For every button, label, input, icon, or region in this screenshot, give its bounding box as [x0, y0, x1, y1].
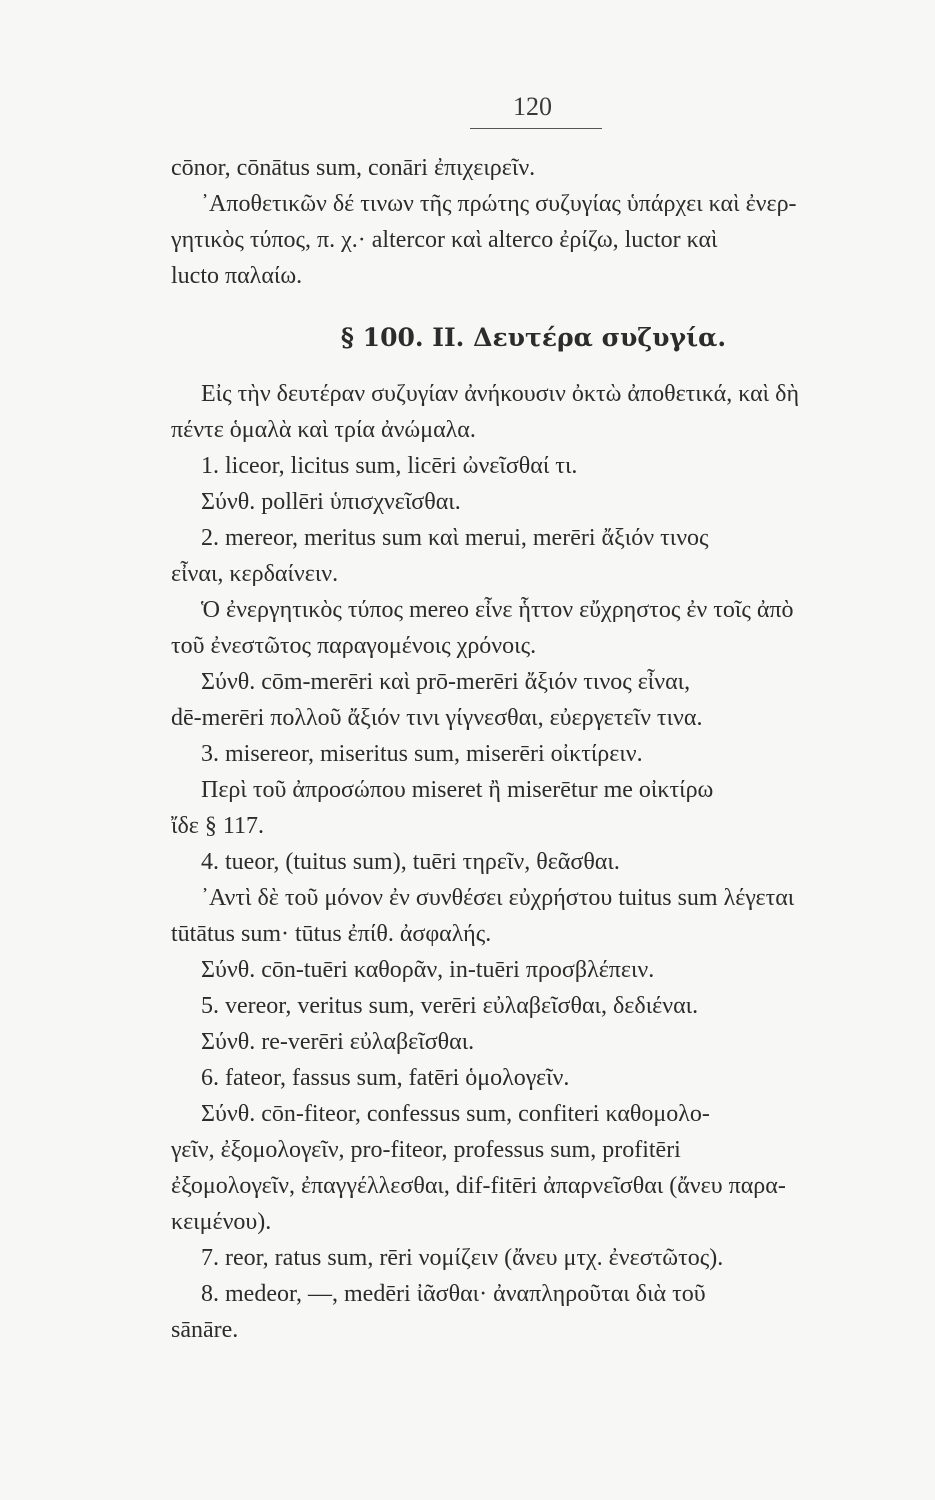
text-line: Σύνθ. re-verēri εὐλαβεῖσθαι.: [201, 1029, 475, 1055]
text-line: γητικὸς τύπος, π. χ.· altercor καὶ alterco ἐρίζω, luctor καὶ: [171, 227, 718, 253]
section-heading: § 100. II. Δευτέρα συζυγία.: [340, 323, 727, 352]
text-line: 1. liceor, licitus sum, licēri ὠνεῖσθαί τι.: [201, 453, 578, 479]
text-line: ᾿Αποθετικῶν δέ τινων τῆς πρώτης συζυγίας ὑπάρχει καὶ ἐνερ-: [201, 191, 797, 217]
text-line: sānāre.: [171, 1317, 239, 1343]
text-line: lucto παλαίω.: [171, 263, 303, 289]
body-text: [171, 150, 896, 1348]
page-number: 120: [513, 92, 552, 121]
text-line: Ὁ ἐνεργητικὸς τύπος mereo εἶνε ἧττον εὔχρηστος ἐν τοῖς ἀπὸ: [201, 597, 794, 623]
text-line: 6. fateor, fassus sum, fatēri ὁμολογεῖν.: [201, 1065, 570, 1091]
text-line: τοῦ ἐνεστῶτος παραγομένοις χρόνοις.: [171, 633, 537, 659]
text-line: Σύνθ. pollēri ὑπισχνεῖσθαι.: [201, 489, 461, 515]
text-line: tūtātus sum· tūtus ἐπίθ. ἀσφαλής.: [171, 921, 492, 947]
text-line: 7. reor, ratus sum, rēri νομίζειν (ἄνευ μτχ. ἐνεστῶτος).: [201, 1245, 724, 1271]
text-line: ἐξομολογεῖν, ἐπαγγέλλεσθαι, dif-fitēri ἀπαρνεῖσθαι (ἄνευ παρα-: [171, 1173, 786, 1199]
text-line: 2. mereor, meritus sum καὶ merui, merēri ἄξιόν τινος: [201, 525, 709, 551]
text-line: 8. medeor, —, medēri ἰᾶσθαι· ἀναπληροῦται διὰ τοῦ: [201, 1281, 706, 1307]
text-line: γεῖν, ἐξομολογεῖν, pro-fiteor, professus sum, profitēri: [171, 1137, 681, 1163]
text-line: Περὶ τοῦ ἀπροσώπου miseret ἢ miserētur me οἰκτίρω: [201, 777, 714, 803]
header-rule: [470, 128, 602, 129]
text-line: 5. vereor, veritus sum, verēri εὐλαβεῖσθαι, δεδιέναι.: [201, 993, 699, 1019]
text-line: ᾿Αντὶ δὲ τοῦ μόνον ἐν συνθέσει εὐχρήστου tuitus sum λέγεται: [201, 885, 795, 911]
text-line: 3. misereor, miseritus sum, miserēri οἰκτίρειν.: [201, 741, 643, 767]
text-line: cōnor, cōnātus sum, conāri ἐπιχειρεῖν.: [171, 155, 536, 181]
text-line: ἴδε § 117.: [171, 813, 264, 839]
text-line: Εἰς τὴν δευτέραν συζυγίαν ἀνήκουσιν ὀκτὼ ἀποθετικά, καὶ δὴ: [201, 381, 799, 407]
text-line: 4. tueor, (tuitus sum), tuēri τηρεῖν, θεᾶσθαι.: [201, 849, 620, 875]
text-line: κειμένου).: [171, 1209, 272, 1235]
text-line: πέντε ὁμαλὰ καὶ τρία ἀνώμαλα.: [171, 417, 476, 443]
text-line: Σύνθ. cōn-tuēri καθορᾶν, in-tuēri προσβλέπειν.: [201, 957, 655, 983]
text-line: Σύνθ. cōm-merēri καὶ prō-merēri ἄξιόν τινος εἶναι,: [201, 669, 691, 695]
text-line: dē-merēri πολλοῦ ἄξιόν τινι γίγνεσθαι, εὐεργετεῖν τινα.: [171, 705, 703, 731]
text-line: εἶναι, κερδαίνειν.: [171, 561, 339, 587]
text-line: Σύνθ. cōn-fiteor, confessus sum, confiteri καθομολο-: [201, 1101, 710, 1127]
